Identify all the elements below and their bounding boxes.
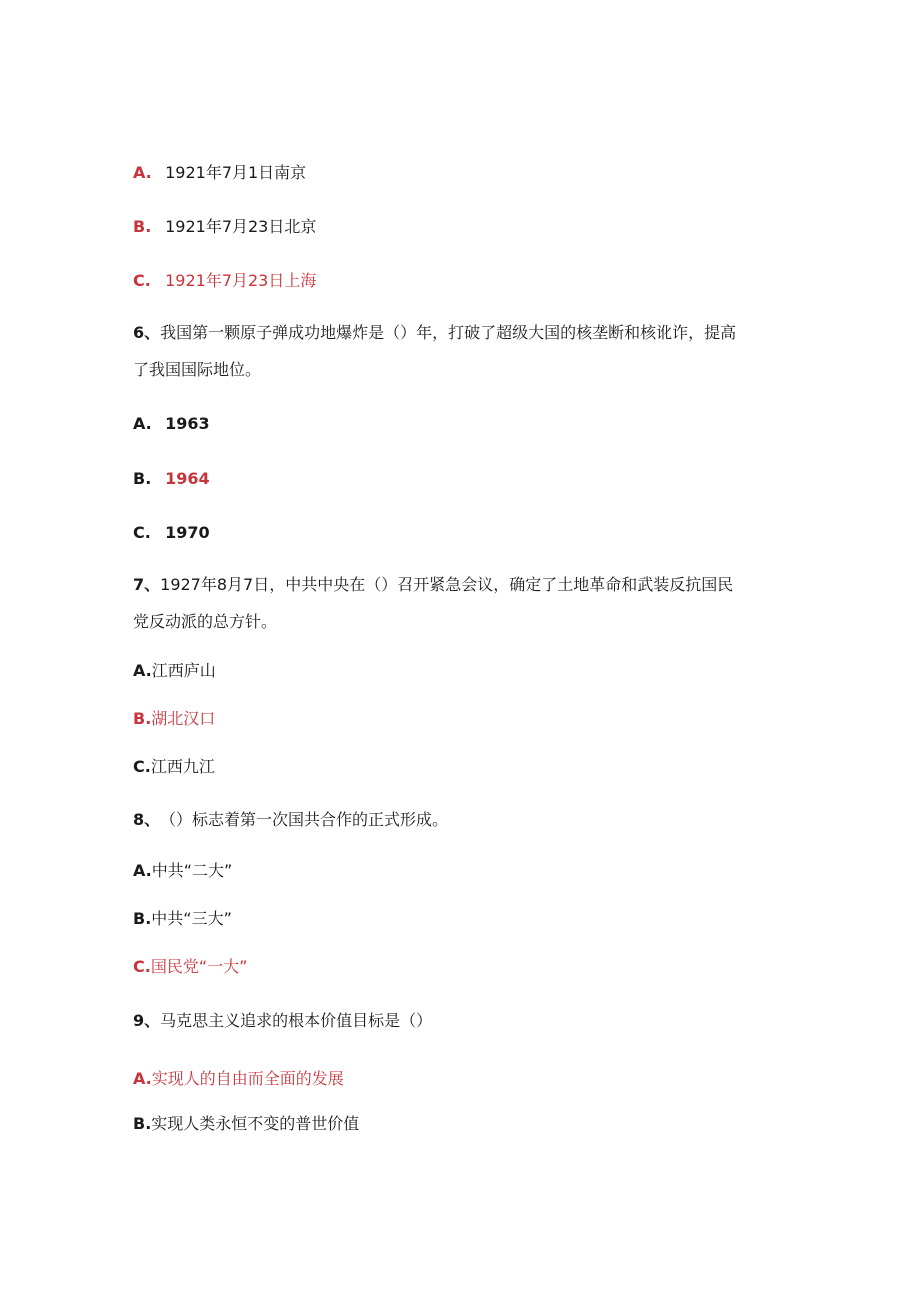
option-label: B. <box>133 709 152 728</box>
option-label: A. <box>133 661 152 680</box>
question-8 <box>133 810 448 830</box>
option-label: A. <box>133 861 152 880</box>
option-text: 1970 <box>165 523 210 542</box>
option-label: B. <box>133 909 152 928</box>
option-text: 实现人类永恒不变的普世价值 <box>151 1114 360 1133</box>
option-text: 1964 <box>165 469 210 488</box>
option-text: 湖北汉口 <box>151 709 216 728</box>
option-text: 江西九江 <box>150 757 215 776</box>
option-q7-c <box>133 757 215 777</box>
option-q5-b <box>133 217 316 237</box>
option-label: B. <box>133 469 152 488</box>
question-text: （）标志着第一次国共合作的正式形成。 <box>160 810 449 829</box>
option-label: C. <box>133 957 151 976</box>
question-text: 1927年8月7日，中共中央在（）召开紧急会议，确定了土地革命和武装反抗国民 <box>160 575 734 594</box>
option-text: 1963 <box>165 414 210 433</box>
option-text: 实现人的自由而全面的发展 <box>151 1069 344 1088</box>
option-text: 中共“二大” <box>151 861 233 880</box>
option-label: C. <box>133 271 151 290</box>
option-label: A. <box>133 1069 152 1088</box>
option-label: A. <box>133 414 152 433</box>
option-label: B. <box>133 217 152 236</box>
question-number: 7、 <box>133 575 161 594</box>
option-q6-b-correct <box>133 469 210 489</box>
option-q5-c-correct <box>133 271 316 291</box>
question-text: 了我国国际地位。 <box>133 360 262 379</box>
option-q5-a <box>133 163 306 183</box>
option-q7-b-correct <box>133 709 215 729</box>
option-q6-c <box>133 523 210 543</box>
option-label: C. <box>133 523 151 542</box>
question-text: 我国第一颗原子弹成功地爆炸是（）年，打破了超级大国的核垄断和核讹诈，提高 <box>160 323 737 342</box>
option-label: C. <box>133 757 151 776</box>
question-7-line-1 <box>133 575 733 595</box>
option-text: 1921年7月23日上海 <box>165 271 317 290</box>
option-text: 江西庐山 <box>151 661 216 680</box>
option-q8-c-correct <box>133 957 247 977</box>
question-text: 马克思主义追求的根本价值目标是（） <box>160 1011 433 1030</box>
option-text: 1921年7月1日南京 <box>165 163 307 182</box>
question-number: 9、 <box>133 1011 161 1030</box>
question-number: 8、 <box>133 810 161 829</box>
option-q9-a-correct <box>133 1069 344 1089</box>
question-7-line-2 <box>133 612 277 632</box>
option-q8-a <box>133 861 232 881</box>
option-label: B. <box>133 1114 152 1133</box>
question-6-line-1 <box>133 323 736 343</box>
option-q7-a <box>133 661 216 681</box>
option-label: A. <box>133 163 152 182</box>
option-text: 1921年7月23日北京 <box>165 217 317 236</box>
option-q8-b <box>133 909 232 929</box>
option-text: 国民党“一大” <box>150 957 248 976</box>
question-number: 6、 <box>133 323 161 342</box>
option-text: 中共“三大” <box>151 909 232 928</box>
question-9 <box>133 1011 432 1031</box>
question-6-line-2 <box>133 360 261 380</box>
question-text: 党反动派的总方针。 <box>133 612 278 631</box>
option-q9-b <box>133 1114 359 1134</box>
option-q6-a <box>133 414 210 434</box>
